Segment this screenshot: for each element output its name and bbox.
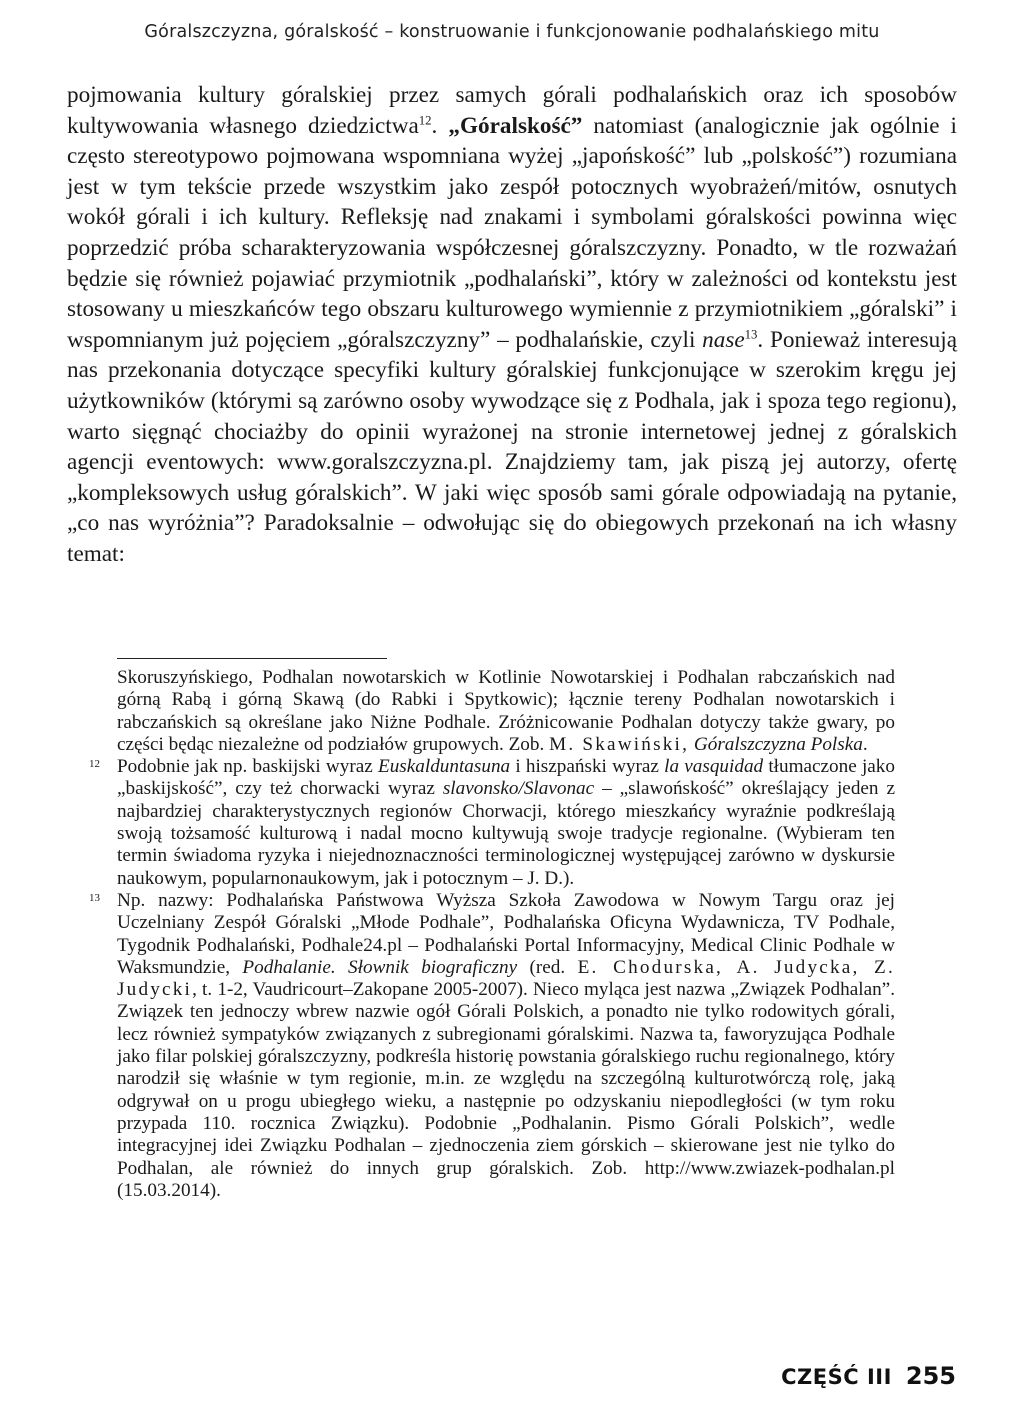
footnote-ref-13: 13: [744, 327, 758, 342]
footnote-number: 12: [89, 758, 100, 771]
page-number: 255: [905, 1362, 956, 1390]
italic-nase: nase: [702, 326, 745, 353]
footnote-separator: [117, 658, 387, 659]
footnote-number: 13: [89, 891, 100, 904]
footnote-text: Np. nazwy: Podhalańska Państwowa Wyższa Szkoła Zawodowa w Nowym Targu oraz jej Uczelniany Zespół Góralski „Młode Podhale”, Podhalańska Oficyna Wydawnicza, TV Podhale, Tygodnik Podhalański, Podhale24.pl – Podhalański Portal Informacyjny, Medical Clinic Podhale w Waksmundzie, Podhalanie. Słownik biograficzny (red. E. Chodurska, A. Judycka, Z. Judycki, t. 1-2, Vaudricourt–Zakopane 2005-2007). Nieco myląca jest nazwa „Związek Podhalan”. Związek ten jednoczy wbrew nazwie ogół Górali Polskich, a ponadto nie tylko rodowitych górali, lecz również sympatyków związanych z subregionami góralskimi. Nazwa ta, faworyzująca Podhale jako filar polskiej góralszczyzny, podkreśla historię powstania góralskiego ruchu regionalnego, który narodził się właśnie w tym regionie, m.in. ze względu na szczególną kulturotwórczą rolę, jaką odgrywał on u progu ubiegłego wieku, a następnie po odzyskaniu niepodległości (w tym roku przypada 110. rocznica Związku). Podobnie „Podhalanin. Pismo Górali Polskich”, wedle integracyjnej idei Związku Podhalan – zjednoczenia ziem górskich – skierowane jest nie tylko do Podhalan, ale również do innych grup góralskich. Zob. http://www.zwiazek-podhalan.pl (15.03.2014).: [117, 889, 895, 1201]
footnote-text: Podobnie jak np. baskijski wyraz Euskalduntasuna i hiszpański wyraz la vasquidad tłumaczone jako „baskijskość”, czy też chorwacki wyraz slavonsko/Slavonac – „slawońskość” określający jeden z najbardziej charakterystycznych regionów Chorwacji, którego mieszkańcy wyraźnie podkreślają swoją tożsamość kulturową i nadal mocno kultywują swoje tradycje regionalne. (Wybieram ten termin świadoma ryzyka i niejednoznaczności terminologicznej występującej zarówno w dyskursie naukowym, popularnonaukowym, jak i potocznym – J. D.).: [117, 756, 895, 889]
footnote-editors: E. Chodurska, A. Judycka, Z. Judycki: [117, 956, 895, 1001]
main-text-1: pojmowania kultury góralskiej przez samych górali podhalańskich oraz ich sposobów kultywowania własnego dziedzictwa: [67, 82, 957, 139]
main-paragraph: [67, 80, 957, 570]
footnote-ref-12: 12: [418, 112, 432, 127]
main-text-4: . Ponieważ interesują nas przekonania dotyczące specyfiki kultury góralskiej funkcjonujące w szerokim kręgu jej użytkowników (którymi są zarówno osoby wywodzące się z Podhala, jak i spoza tego regionu), warto sięgnąć chociażby do opinii wyrażonej na stronie internetowej jednej z góralskich agencji eventowych: www.goralszczyzna.pl. Znajdziemy tam, jak piszą jej autorzy, ofertę „kompleksowych usług góralskich”. W jaki więc sposób sami górale odpowiadają na pytanie, „co nas wyróżnia”? Paradoksalnie – odwołując się do obiegowych przekonań na ich własny temat:: [67, 326, 957, 567]
main-text-2: .: [431, 112, 449, 139]
footnote-continuation: Skoruszyńskiego, Podhalan nowotarskich w Kotlinie Nowotarskiej i Podhalan rabczańskich nad górną Rabą i górną Skawą (do Rabki i Spytkowic); łącznie tereny Podhalan nowotarskich i rabczańskich są określane jako Niżne Podhale. Zróżnicowanie Podhalan dotyczy także gwary, po części będąc niezależne od podziałów grupowych. Zob. M. Skawiński, Góralszczyzna Polska.: [117, 667, 895, 755]
page-footer: [781, 1362, 956, 1390]
footnote-12: [89, 756, 895, 890]
footnote-book-title: Góralszczyzna Polska: [693, 733, 863, 755]
running-head: Góralszczyzna, góralskość – konstruowanie i funkcjonowanie podhalańskiego mitu: [144, 22, 880, 42]
footnote-13: [89, 889, 895, 1202]
part-label: CZĘŚĆ III: [781, 1365, 892, 1389]
bold-term: „Góralskość”: [448, 112, 583, 139]
footnotes: [89, 667, 895, 1202]
footnote-author: M. Skawiński,: [549, 733, 690, 755]
main-text-3: natomiast (analogicznie jak ogólnie i często stereotypowo pojmowana wspomniana wyżej „japońskość” lub „polskość”) rozumiana jest w tym tekście przede wszystkim jako zespół potocznych wyobrażeń/mitów, osnutych wokół górali i ich kultury. Refleksję nad znakami i symbolami góralskości powinna więc poprzedzić próba scharakteryzowania współczesnej góralszczyzny. Ponadto, w tle rozważań będzie się również pojawiać przymiotnik „podhalański”, który w zależności od kontekstu jest stosowany u mieszkańców tego obszaru kulturowego wymiennie z przymiotnikiem „góralski” i wspomnianym już pojęciem „góralszczyzny” – podhalańskie, czyli: [67, 112, 957, 353]
